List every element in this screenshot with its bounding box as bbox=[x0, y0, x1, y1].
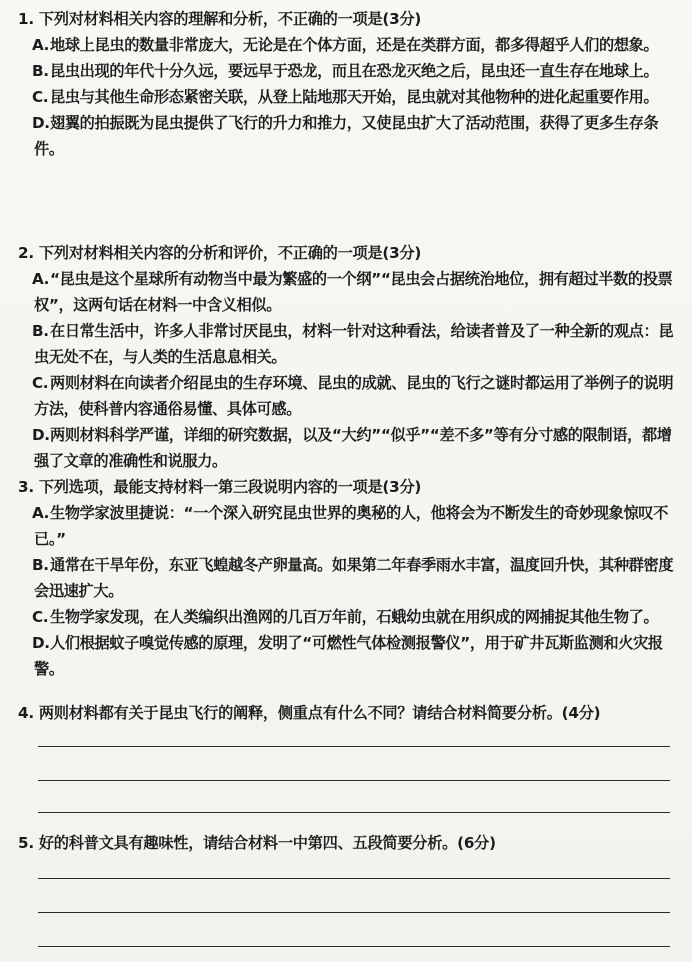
answer-line[interactable] bbox=[38, 746, 670, 747]
question-3-option-b[interactable] bbox=[18, 552, 680, 604]
option-text: 生物学家波里捷说：“一个深入研究昆虫世界的奥秘的人，他将会为不断发生的奇妙现象惊叹不已。” bbox=[34, 504, 668, 548]
answer-line[interactable] bbox=[38, 878, 670, 879]
question-2-option-c[interactable] bbox=[18, 370, 680, 422]
question-1-option-d[interactable] bbox=[18, 110, 680, 162]
option-text: 通常在干旱年份，东亚飞蝗越冬产卵量高。如果第二年春季雨水丰富，温度回升快，其种群密度会迅速扩大。 bbox=[34, 556, 674, 600]
question-1 bbox=[18, 6, 680, 162]
question-2-option-d[interactable] bbox=[18, 422, 680, 474]
question-2-stem: 2. 下列对材料相关内容的分析和评价，不正确的一项是(3分) bbox=[18, 244, 422, 262]
question-2-option-a[interactable] bbox=[18, 266, 680, 318]
option-text: 翅翼的拍振既为昆虫提供了飞行的升力和推力，又使昆虫扩大了活动范围，获得了更多生存条件。 bbox=[34, 114, 659, 158]
option-label: B. bbox=[32, 62, 49, 80]
option-label: D. bbox=[32, 426, 50, 444]
option-label: C. bbox=[32, 88, 49, 106]
option-label: B. bbox=[32, 322, 49, 340]
question-5 bbox=[18, 830, 680, 856]
question-1-option-a[interactable] bbox=[18, 32, 680, 58]
question-3-option-a[interactable] bbox=[18, 500, 680, 552]
answer-line[interactable] bbox=[38, 946, 670, 947]
option-text: 在日常生活中，许多人非常讨厌昆虫，材料一针对这种看法，给读者普及了一种全新的观点：昆虫无处不在，与人类的生活息息相关。 bbox=[34, 322, 674, 366]
question-3-option-c[interactable] bbox=[18, 604, 680, 630]
question-3-option-d[interactable] bbox=[18, 630, 680, 682]
option-text: 人们根据蚊子嗅觉传感的原理，发明了“可燃性气体检测报警仪”，用于矿井瓦斯监测和火灾报警。 bbox=[34, 634, 663, 678]
option-label: A. bbox=[32, 270, 50, 288]
question-2-option-b[interactable] bbox=[18, 318, 680, 370]
question-1-option-b[interactable] bbox=[18, 58, 680, 84]
option-label: D. bbox=[32, 114, 50, 132]
option-text: “昆虫是这个星球所有动物当中最为繁盛的一个纲”“昆虫会占据统治地位，拥有超过半数的投票权”，这两句话在材料一中含义相似。 bbox=[34, 270, 673, 314]
question-3-stem: 3. 下列选项，最能支持材料一第三段说明内容的一项是(3分) bbox=[18, 478, 422, 496]
option-label: A. bbox=[32, 504, 50, 522]
option-text: 昆虫与其他生命形态紧密关联，从登上陆地那天开始，昆虫就对其他物种的进化起重要作用。 bbox=[50, 88, 659, 106]
option-label: B. bbox=[32, 556, 49, 574]
option-label: C. bbox=[32, 374, 49, 392]
question-4-stem: 4. 两则材料都有关于昆虫飞行的阐释，侧重点有什么不同？请结合材料简要分析。(4分) bbox=[18, 704, 601, 722]
answer-line[interactable] bbox=[38, 912, 670, 913]
answer-line[interactable] bbox=[38, 780, 670, 781]
question-1-option-c[interactable] bbox=[18, 84, 680, 110]
question-1-stem: 1. 下列对材料相关内容的理解和分析，不正确的一项是(3分) bbox=[18, 10, 422, 28]
question-3 bbox=[18, 474, 680, 682]
option-label: A. bbox=[32, 36, 50, 54]
option-text: 昆虫出现的年代十分久远，要远早于恐龙，而且在恐龙灭绝之后，昆虫还一直生存在地球上。 bbox=[50, 62, 659, 80]
option-text: 生物学家发现，在人类编织出渔网的几百万年前，石蛾幼虫就在用织成的网捕捉其他生物了。 bbox=[50, 608, 659, 626]
answer-line[interactable] bbox=[38, 812, 670, 813]
question-4 bbox=[18, 700, 680, 726]
option-label: C. bbox=[32, 608, 49, 626]
option-text: 地球上昆虫的数量非常庞大，无论是在个体方面，还是在类群方面，都多得超乎人们的想象。 bbox=[50, 36, 659, 54]
question-5-stem: 5. 好的科普文具有趣味性，请结合材料一中第四、五段简要分析。(6分) bbox=[18, 834, 496, 852]
option-text: 两则材料在向读者介绍昆虫的生存环境、昆虫的成就、昆虫的飞行之谜时都运用了举例子的说明方法，使科普内容通俗易懂、具体可感。 bbox=[34, 374, 674, 418]
option-label: D. bbox=[32, 634, 50, 652]
option-text: 两则材料科学严谨，详细的研究数据，以及“大约”“似乎”“差不多”等有分寸感的限制语，都增强了文章的准确性和说服力。 bbox=[34, 426, 672, 470]
question-2 bbox=[18, 240, 680, 474]
